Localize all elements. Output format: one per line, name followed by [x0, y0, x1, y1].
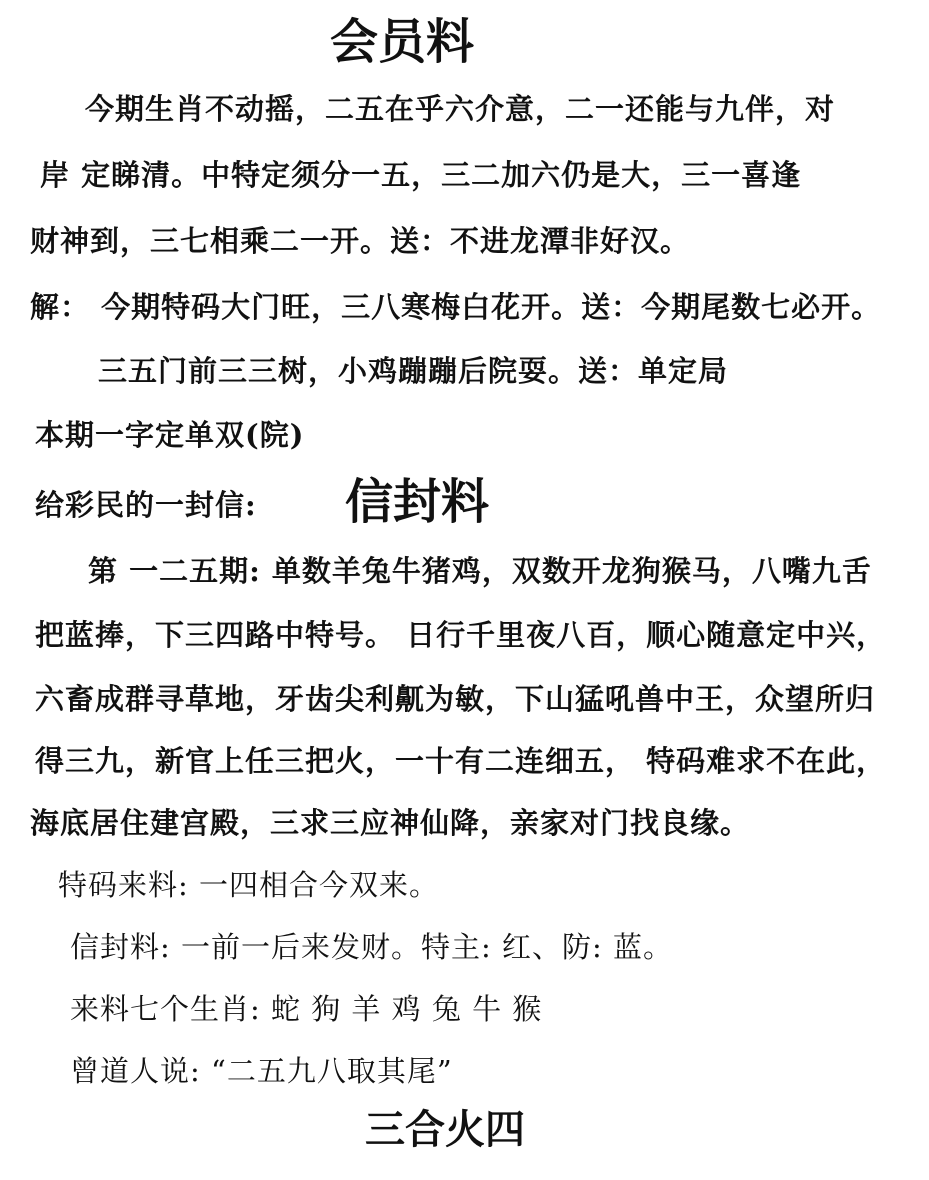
taoist-saying: 曾道人说: “二五九八取其尾” — [70, 1054, 453, 1088]
envelope-line-4: 得三九，新官上任三把火，一十有二连细五， 特码难求不在此， — [35, 744, 887, 778]
title-envelope-material: 信封料 — [345, 474, 490, 530]
letter-intro: 给彩民的一封信: — [35, 488, 257, 522]
envelope-line-1: 第 一二五期: 单数羊兔牛猪鸡，双数开龙狗猴马，八嘴九舌 — [88, 554, 872, 588]
envelope-line-3: 六畜成群寻草地，牙齿尖利鼿为敏，下山猛吼兽中王，众望所归 — [35, 682, 876, 716]
envelope-line-2: 把蓝捧，下三四路中特号。 日行千里夜八百，顺心随意定中兴， — [35, 618, 887, 652]
envelope-line-5: 海底居住建宫殿，三求三应神仙降，亲家对门找良缘。 — [30, 806, 751, 840]
member-line-5: 三五门前三三树，小鸡蹦蹦后院耍。送：单定局 — [98, 354, 729, 388]
member-line-6: 本期一字定单双(院) — [35, 418, 305, 452]
footer-title: 三合火四 — [365, 1106, 525, 1153]
zodiac-note: 来料七个生肖: 蛇 狗 羊 鸡 兔 牛 猴 — [70, 992, 543, 1026]
special-code-note: 特码来料: 一四相合今双来。 — [58, 868, 439, 902]
member-line-4: 解： 今期特码大门旺，三八寒梅白花开。送：今期尾数七必开。 — [30, 290, 882, 324]
member-line-2: 岸 定睇清。中特定须分一五，三二加六仍是大，三一喜逢 — [40, 158, 802, 192]
envelope-note: 信封料: 一前一后来发财。特主: 红、防: 蓝。 — [70, 930, 673, 964]
member-line-1: 今期生肖不动摇，二五在乎六介意，二一还能与九伴，对 — [85, 92, 836, 126]
member-line-3: 财神到，三七相乘二一开。送：不进龙潭非好汉。 — [30, 224, 691, 258]
title-member-material: 会员料 — [330, 14, 475, 70]
